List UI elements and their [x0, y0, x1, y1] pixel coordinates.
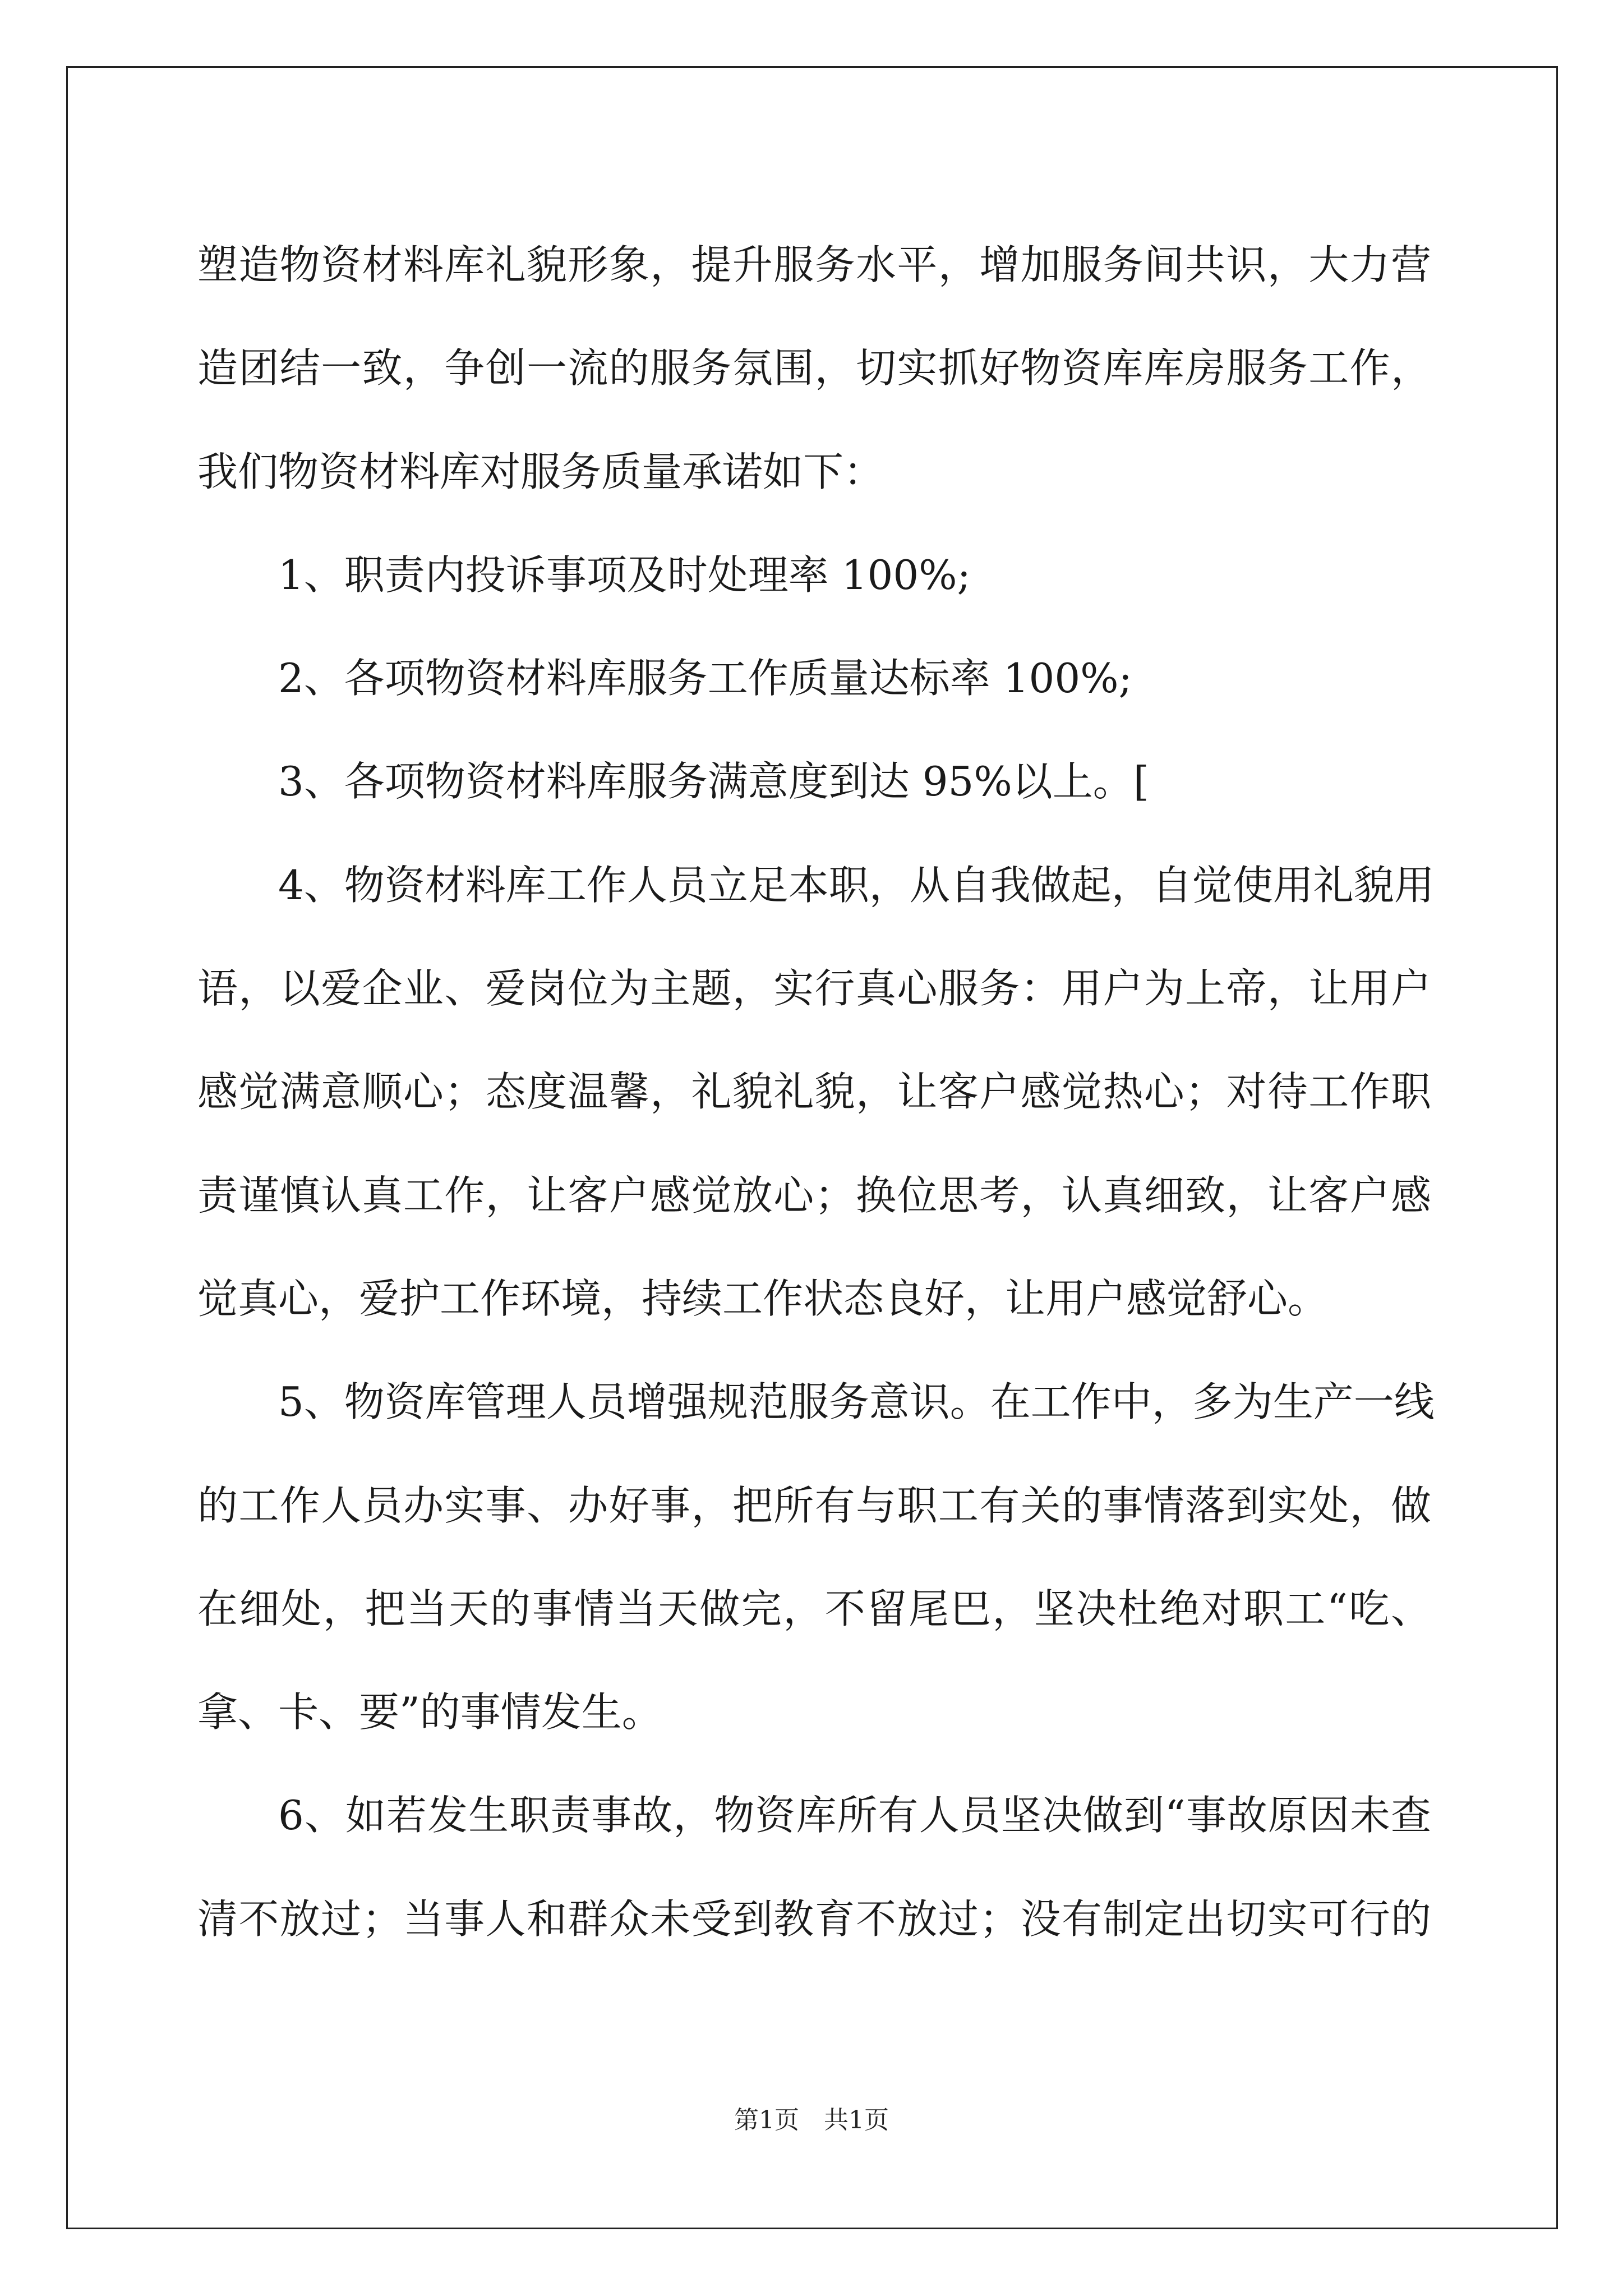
text-line: 2、各项物资材料库服务工作质量达标率 100%;	[278, 655, 1132, 702]
text-line: 的工作人员办实事、办好事，把所有与职工有关的事情落到实处，做	[197, 1481, 1431, 1529]
document-body	[197, 213, 1435, 1971]
text-line: 语，以爱企业、爱岗位为主题，实行真心服务：用户为上帝，让用户	[197, 965, 1431, 1013]
text-line: 觉真心，爱护工作环境，持续工作状态良好，让用户感觉舒心。	[197, 1274, 1329, 1322]
text-line: 责谨慎认真工作，让客户感觉放心；换位思考，认真细致，让客户感	[197, 1171, 1431, 1219]
text-line: 3、各项物资材料库服务满意度到达 95%以上。[	[278, 758, 1149, 806]
page-footer	[0, 2104, 1623, 2137]
text-line: 4、物资材料库工作人员立足本职，从自我做起，自觉使用礼貌用	[278, 861, 1435, 909]
text-line: 感觉满意顺心；态度温馨，礼貌礼貌，让客户感觉热心；对待工作职	[197, 1068, 1431, 1116]
text-line: 塑造物资材料库礼貌形象，提升服务水平，增加服务间共识，大力营	[197, 241, 1431, 288]
page-number-label: 第1页 共1页	[734, 2106, 889, 2134]
text-line: 造团结一致，争创一流的服务氛围，切实抓好物资库库房服务工作，	[197, 344, 1431, 392]
text-line: 1、职责内投诉事项及时处理率 100%;	[278, 551, 971, 599]
text-line: 在细处，把当天的事情当天做完，不留尾巴，坚决杜绝对职工“吃、	[197, 1585, 1431, 1632]
text-line: 我们物资材料库对服务质量承诺如下：	[197, 448, 884, 495]
text-line: 清不放过；当事人和群众未受到教育不放过；没有制定出切实可行的	[197, 1895, 1431, 1943]
text-line: 拿、卡、要”的事情发生。	[197, 1688, 662, 1736]
text-line: 5、物资库管理人员增强规范服务意识。在工作中，多为生产一线	[278, 1378, 1435, 1426]
text-line: 6、如若发生职责事故，物资库所有人员坚决做到“事故原因未查	[278, 1792, 1431, 1839]
